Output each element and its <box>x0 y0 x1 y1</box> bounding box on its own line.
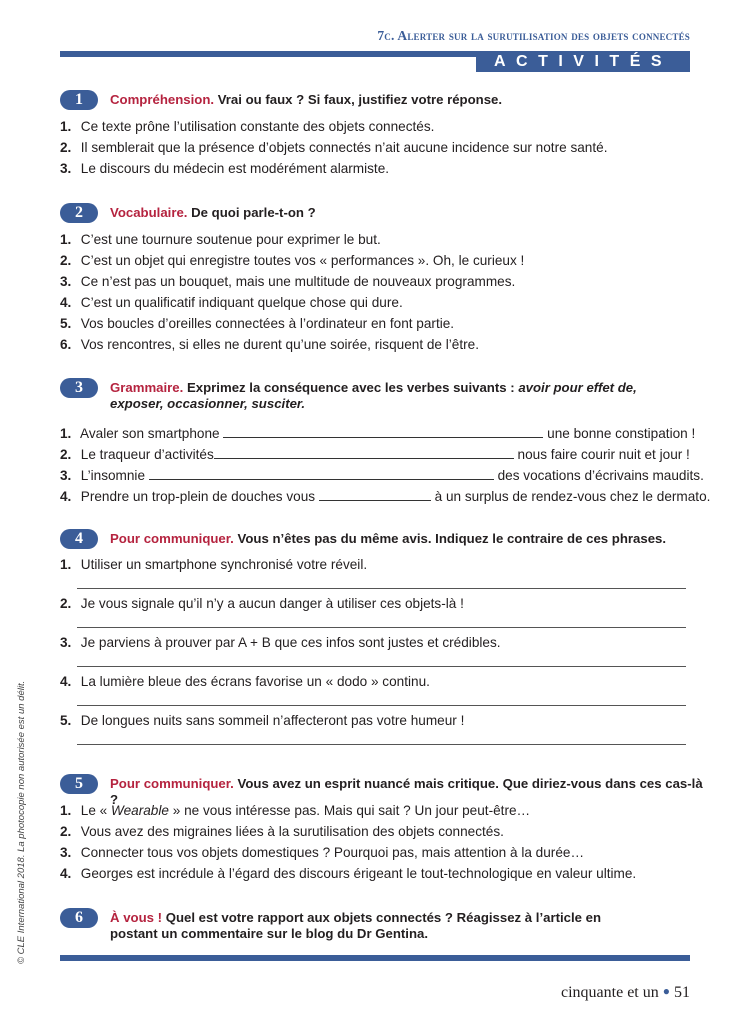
section-1-keyword: Compréhension. <box>110 92 215 107</box>
fill-in-line: 1. Avaler son smartphone une bonne constipation ! <box>60 426 696 441</box>
section-4-badge: 4 <box>60 529 98 549</box>
section-4-heading <box>110 531 710 547</box>
section-3-heading <box>110 380 670 412</box>
page-number: 51 <box>674 984 690 1001</box>
section-3-keyword: Grammaire. <box>110 380 184 395</box>
answer-line[interactable] <box>77 627 686 628</box>
page-footer <box>561 984 690 1002</box>
section-2-badge: 2 <box>60 203 98 223</box>
list-item: 3. Je parviens à prouver par A + B que ces infos sont justes et crédibles. <box>60 635 501 650</box>
section-6-keyword: À vous ! <box>110 910 163 925</box>
list-item: 2. C’est un objet qui enregistre toutes vos « performances ». Oh, le curieux ! <box>60 253 525 268</box>
answer-blank[interactable] <box>214 445 514 459</box>
answer-line[interactable] <box>77 666 686 667</box>
list-item: 1. Ce texte prône l’utilisation constante des objets connectés. <box>60 119 435 134</box>
list-item: 1. C’est une tournure soutenue pour exprimer le but. <box>60 232 381 247</box>
section-2-keyword: Vocabulaire. <box>110 205 188 220</box>
list-item: 2. Je vous signale qu’il n’y a aucun danger à utiliser ces objets-là ! <box>60 596 464 611</box>
section-6-instruction: Quel est votre rapport aux objets connectés ? Réagissez à l’article en postant un commentaire sur le blog du Dr Gentina. <box>110 910 602 941</box>
section-5-keyword: Pour communiquer. <box>110 776 234 791</box>
fill-in-line: 3. L’insomnie des vocations d’écrivains maudits. <box>60 468 704 483</box>
answer-blank[interactable] <box>149 466 494 480</box>
section-3-verbs: avoir pour effet de, exposer, occasionner, susciter. <box>110 380 637 411</box>
list-item: 3. Ce n’est pas un bouquet, mais une multitude de nouveaux programmes. <box>60 274 516 289</box>
section-1-heading <box>110 92 670 108</box>
list-item: 6. Vos rencontres, si elles ne durent qu’une soirée, risquent de l’être. <box>60 337 480 352</box>
list-item: 3. Connecter tous vos objets domestiques ? Pourquoi pas, mais attention à la durée… <box>60 845 585 860</box>
list-item: 2. Il semblerait que la présence d’objets connectés n’ait aucune incidence sur notre santé. <box>60 140 608 155</box>
activities-banner: ACTIVITÉS <box>476 52 690 72</box>
fill-in-line: 4. Prendre un trop-plein de douches vous à un surplus de rendez-vous chez le dermato. <box>60 489 711 504</box>
answer-line[interactable] <box>77 705 686 706</box>
answer-blank[interactable] <box>223 424 543 438</box>
section-4-keyword: Pour communiquer. <box>110 531 234 546</box>
section-1-instruction: Vrai ou faux ? Si faux, justifiez votre réponse. <box>217 92 503 107</box>
section-2-heading <box>110 205 670 221</box>
list-item: 5. Vos boucles d’oreilles connectées à l’ordinateur en font partie. <box>60 316 455 331</box>
list-item: 1. Le « Wearable » ne vous intéresse pas. Mais qui sait ? Un jour peut-être… <box>60 803 531 818</box>
section-4-instruction: Vous n’êtes pas du même avis. Indiquez le contraire de ces phrases. <box>237 531 667 546</box>
section-3-instruction: Exprimez la conséquence avec les verbes suivants : <box>186 380 515 395</box>
answer-blank[interactable] <box>319 487 431 501</box>
list-item: 1. Utiliser un smartphone synchronisé votre réveil. <box>60 557 368 572</box>
section-6-heading <box>110 910 650 942</box>
answer-line[interactable] <box>77 744 686 745</box>
section-5-instruction: Vous avez un esprit nuancé mais critique. Que diriez-vous dans ces cas-là ? <box>110 776 703 807</box>
list-item: 4. Georges est incrédule à l’égard des discours érigeant le tout-technologique en valeur ultime. <box>60 866 637 881</box>
list-item: 5. De longues nuits sans sommeil n’affecteront pas votre humeur ! <box>60 713 465 728</box>
section-5-badge: 5 <box>60 774 98 794</box>
list-item: 4. C’est un qualificatif indiquant quelque chose qui dure. <box>60 295 403 310</box>
section-1-badge: 1 <box>60 90 98 110</box>
section-2-instruction: De quoi parle-t-on ? <box>191 205 316 220</box>
list-item: 4. La lumière bleue des écrans favorise un « dodo » continu. <box>60 674 430 689</box>
section-6-badge: 6 <box>60 908 98 928</box>
bullet-icon: ● <box>662 984 670 998</box>
page-number-words: cinquante et un <box>561 984 659 1001</box>
chapter-title: 7c. Alerter sur la surutilisation des objets connectés <box>377 28 690 43</box>
list-item: 3. Le discours du médecin est modérément alarmiste. <box>60 161 390 176</box>
answer-line[interactable] <box>77 588 686 589</box>
list-item: 2. Vous avez des migraines liées à la surutilisation des objets connectés. <box>60 824 504 839</box>
footer-rule <box>60 955 690 961</box>
copyright-notice: © CLE International 2018. La photocopie non autorisée est un délit. <box>16 680 27 964</box>
section-3-badge: 3 <box>60 378 98 398</box>
fill-in-line: 2. Le traqueur d’activités nous faire courir nuit et jour ! <box>60 447 690 462</box>
